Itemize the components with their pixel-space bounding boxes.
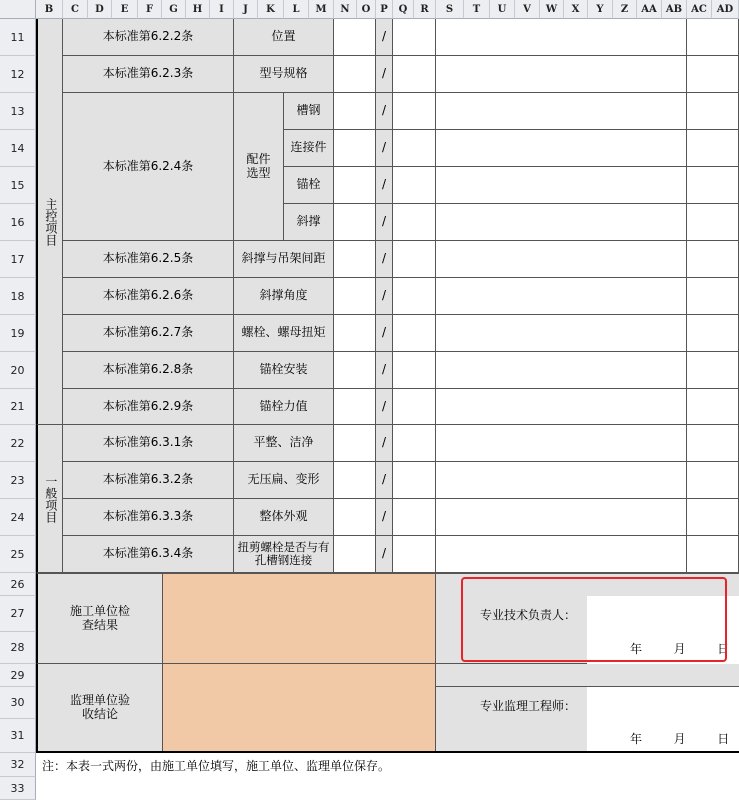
slash-mark: / — [381, 177, 387, 192]
row-header-30[interactable]: 30 — [0, 687, 36, 719]
column-header-t[interactable]: T — [464, 0, 490, 19]
column-header-aa[interactable]: AA — [637, 0, 662, 19]
sheet-corner[interactable] — [0, 0, 36, 19]
value-cell[interactable] — [393, 499, 436, 536]
slash-mark: / — [381, 435, 387, 450]
record-cell[interactable] — [436, 352, 687, 389]
column-header-z[interactable]: Z — [613, 0, 637, 19]
clause-cell[interactable]: 本标准第6.2.7条 — [63, 315, 234, 352]
row-header-28[interactable]: 28 — [0, 632, 36, 664]
row-header-26[interactable]: 26 — [0, 573, 36, 596]
row-header-15[interactable]: 15 — [0, 167, 36, 204]
slash-mark: / — [381, 472, 387, 487]
item-cell[interactable]: 槽钢 — [284, 93, 334, 130]
record-cell[interactable] — [436, 167, 687, 204]
row-header-29[interactable]: 29 — [0, 664, 36, 687]
row-header-32[interactable]: 32 — [0, 753, 36, 777]
value-cell[interactable] — [334, 536, 376, 573]
item-cell[interactable]: 锚栓安装 — [234, 352, 334, 389]
construction-date-label: 年 月 日 — [630, 642, 730, 656]
value-cell[interactable] — [393, 462, 436, 499]
result-cell[interactable] — [687, 19, 739, 56]
result-cell[interactable] — [687, 93, 739, 130]
record-cell[interactable] — [436, 19, 687, 56]
item-cell[interactable]: 扭剪螺栓是否与有孔槽钢连接 — [234, 536, 334, 573]
clause-cell[interactable]: 本标准第6.2.2条 — [63, 19, 234, 56]
column-header-b[interactable]: B — [36, 0, 63, 19]
record-cell[interactable] — [436, 315, 687, 352]
value-cell[interactable] — [393, 315, 436, 352]
record-cell[interactable] — [436, 241, 687, 278]
row-header-22[interactable]: 22 — [0, 425, 36, 462]
column-header-m[interactable]: M — [309, 0, 334, 19]
slash-mark: / — [381, 66, 387, 81]
construction-signer-label: 专业技术负责人： — [480, 608, 577, 622]
row-header-16[interactable]: 16 — [0, 204, 36, 241]
slash-mark: / — [381, 288, 387, 303]
value-cell[interactable] — [393, 241, 436, 278]
value-cell[interactable] — [334, 315, 376, 352]
clause-cell[interactable]: 本标准第6.2.9条 — [63, 389, 234, 425]
construction-label-cell[interactable]: 施工单位检查结果 — [36, 573, 163, 664]
slash-cell[interactable] — [376, 19, 393, 56]
item-cell[interactable]: 斜撑 — [284, 204, 334, 241]
column-header-ad[interactable]: AD — [712, 0, 739, 19]
item-cell[interactable]: 位置 — [234, 19, 334, 56]
row-header-12[interactable]: 12 — [0, 56, 36, 93]
record-cell[interactable] — [436, 499, 687, 536]
value-cell[interactable] — [393, 19, 436, 56]
column-header-w[interactable]: W — [540, 0, 564, 19]
record-cell[interactable] — [436, 278, 687, 315]
group-general-label: 一般项目 — [43, 474, 58, 523]
column-header-j[interactable]: J — [234, 0, 258, 19]
slash-cell[interactable] — [376, 130, 393, 167]
item-cell[interactable]: 无压扁、变形 — [234, 462, 334, 499]
result-cell[interactable] — [687, 130, 739, 167]
result-cell[interactable] — [687, 389, 739, 425]
value-cell[interactable] — [334, 462, 376, 499]
value-cell[interactable] — [334, 204, 376, 241]
highlight-box — [461, 577, 730, 662]
value-cell[interactable] — [393, 167, 436, 204]
group-general[interactable] — [36, 425, 63, 573]
clause-cell[interactable]: 本标准第6.3.2条 — [63, 462, 234, 499]
row-header-23[interactable]: 23 — [0, 462, 36, 499]
slash-mark: / — [381, 362, 387, 377]
result-cell[interactable] — [687, 352, 739, 389]
value-cell[interactable] — [334, 241, 376, 278]
column-header-r[interactable]: R — [414, 0, 436, 19]
row-header-31[interactable]: 31 — [0, 719, 36, 753]
column-header-ac[interactable]: AC — [687, 0, 712, 19]
item-cell[interactable]: 斜撑与吊架间距 — [234, 241, 334, 278]
slash-cell[interactable] — [376, 425, 393, 462]
supervision-result-cell[interactable] — [163, 664, 436, 753]
item-cell[interactable]: 锚栓 — [284, 167, 334, 204]
slash-mark: / — [381, 325, 387, 340]
column-header-k[interactable]: K — [258, 0, 284, 19]
item-cell[interactable]: 平整、洁净 — [234, 425, 334, 462]
row-header-33[interactable]: 33 — [0, 777, 36, 800]
clause-cell[interactable]: 本标准第6.2.4条 — [63, 93, 234, 241]
value-cell[interactable] — [334, 167, 376, 204]
column-header-g[interactable]: G — [162, 0, 186, 19]
column-header-u[interactable]: U — [490, 0, 515, 19]
value-cell[interactable] — [334, 19, 376, 56]
row-header-21[interactable]: 21 — [0, 389, 36, 425]
group-main-control[interactable] — [36, 19, 63, 425]
clause-cell[interactable]: 本标准第6.3.3条 — [63, 499, 234, 536]
slash-cell[interactable] — [376, 462, 393, 499]
value-cell[interactable] — [393, 425, 436, 462]
slash-cell[interactable] — [376, 241, 393, 278]
record-cell[interactable] — [436, 536, 687, 573]
record-cell[interactable] — [436, 425, 687, 462]
row-header-20[interactable]: 20 — [0, 352, 36, 389]
supervision-label-cell[interactable]: 监理单位验收结论 — [36, 664, 163, 753]
result-cell[interactable] — [687, 241, 739, 278]
item-cell[interactable]: 斜撑角度 — [234, 278, 334, 315]
slash-mark: / — [381, 29, 387, 44]
slash-cell[interactable] — [376, 56, 393, 93]
result-cell[interactable] — [687, 204, 739, 241]
slash-mark: / — [381, 140, 387, 155]
row-header-18[interactable]: 18 — [0, 278, 36, 315]
value-cell[interactable] — [334, 93, 376, 130]
column-header-q[interactable]: Q — [393, 0, 414, 19]
column-header-y[interactable]: Y — [588, 0, 613, 19]
fitting-selection-cell[interactable]: 配件选型 — [234, 93, 284, 241]
row-header-27[interactable]: 27 — [0, 596, 36, 632]
result-cell[interactable] — [687, 315, 739, 352]
value-cell[interactable] — [393, 130, 436, 167]
slash-cell[interactable] — [376, 93, 393, 130]
slash-mark: / — [381, 546, 387, 561]
item-cell[interactable]: 型号规格 — [234, 56, 334, 93]
slash-cell[interactable] — [376, 389, 393, 425]
value-cell[interactable] — [393, 536, 436, 573]
item-cell[interactable]: 螺栓、螺母扭矩 — [234, 315, 334, 352]
record-cell[interactable] — [436, 130, 687, 167]
row-header-11[interactable]: 11 — [0, 19, 36, 56]
result-cell[interactable] — [687, 462, 739, 499]
slash-mark: / — [381, 214, 387, 229]
value-cell[interactable] — [334, 130, 376, 167]
slash-cell[interactable] — [376, 278, 393, 315]
column-header-d[interactable]: D — [88, 0, 112, 19]
slash-cell[interactable] — [376, 352, 393, 389]
column-header-x[interactable]: X — [564, 0, 588, 19]
row-header-19[interactable]: 19 — [0, 315, 36, 352]
value-cell[interactable] — [334, 499, 376, 536]
clause-cell[interactable]: 本标准第6.2.3条 — [63, 56, 234, 93]
row-header-17[interactable]: 17 — [0, 241, 36, 278]
column-header-e[interactable]: E — [112, 0, 138, 19]
item-cell[interactable]: 整体外观 — [234, 499, 334, 536]
row-header-14[interactable]: 14 — [0, 130, 36, 167]
result-cell[interactable] — [687, 167, 739, 204]
slash-mark: / — [381, 398, 387, 413]
value-cell[interactable] — [393, 352, 436, 389]
slash-mark: / — [381, 103, 387, 118]
clause-cell[interactable]: 本标准第6.2.6条 — [63, 278, 234, 315]
result-cell[interactable] — [687, 278, 739, 315]
record-cell[interactable] — [436, 462, 687, 499]
item-cell[interactable]: 锚栓力值 — [234, 389, 334, 425]
slash-cell[interactable] — [376, 167, 393, 204]
row-header-13[interactable]: 13 — [0, 93, 36, 130]
clause-cell[interactable]: 本标准第6.3.1条 — [63, 425, 234, 462]
result-cell[interactable] — [687, 56, 739, 93]
clause-cell[interactable]: 本标准第6.2.8条 — [63, 352, 234, 389]
value-cell[interactable] — [393, 204, 436, 241]
row-header-24[interactable]: 24 — [0, 499, 36, 536]
column-header-p[interactable]: P — [376, 0, 393, 19]
slash-cell[interactable] — [376, 499, 393, 536]
value-cell[interactable] — [393, 389, 436, 425]
column-header-h[interactable]: H — [186, 0, 210, 19]
value-cell[interactable] — [393, 93, 436, 130]
value-cell[interactable] — [334, 389, 376, 425]
record-cell[interactable] — [436, 93, 687, 130]
record-cell[interactable] — [436, 204, 687, 241]
column-header-ab[interactable]: AB — [662, 0, 687, 19]
item-cell[interactable]: 连接件 — [284, 130, 334, 167]
value-cell[interactable] — [334, 56, 376, 93]
group-main-label: 主控项目 — [43, 197, 58, 246]
column-header-v[interactable]: V — [515, 0, 540, 19]
row-header-25[interactable]: 25 — [0, 536, 36, 573]
slash-mark: / — [381, 251, 387, 266]
column-header-i[interactable]: I — [210, 0, 234, 19]
column-header-o[interactable]: O — [357, 0, 376, 19]
footer-note: 注：本表一式两份，由施工单位填写，施工单位、监理单位保存。 — [42, 758, 391, 773]
clause-cell[interactable]: 本标准第6.3.4条 — [63, 536, 234, 573]
column-header-c[interactable]: C — [63, 0, 88, 19]
value-cell[interactable] — [334, 352, 376, 389]
value-cell[interactable] — [334, 425, 376, 462]
slash-cell[interactable] — [376, 315, 393, 352]
column-header-l[interactable]: L — [284, 0, 309, 19]
value-cell[interactable] — [334, 278, 376, 315]
record-cell[interactable] — [436, 389, 687, 425]
result-cell[interactable] — [687, 536, 739, 573]
slash-cell[interactable] — [376, 204, 393, 241]
value-cell[interactable] — [393, 278, 436, 315]
clause-cell[interactable]: 本标准第6.2.5条 — [63, 241, 234, 278]
column-header-s[interactable]: S — [436, 0, 464, 19]
column-header-f[interactable]: F — [138, 0, 162, 19]
supervision-date-label: 年 月 日 — [630, 732, 730, 746]
slash-mark: / — [381, 509, 387, 524]
supervision-signer-label: 专业监理工程师： — [480, 699, 577, 713]
value-cell[interactable] — [393, 56, 436, 93]
construction-result-cell[interactable] — [163, 573, 436, 664]
record-cell[interactable] — [436, 56, 687, 93]
column-header-n[interactable]: N — [334, 0, 357, 19]
result-cell[interactable] — [687, 499, 739, 536]
result-cell[interactable] — [687, 425, 739, 462]
slash-cell[interactable] — [376, 536, 393, 573]
